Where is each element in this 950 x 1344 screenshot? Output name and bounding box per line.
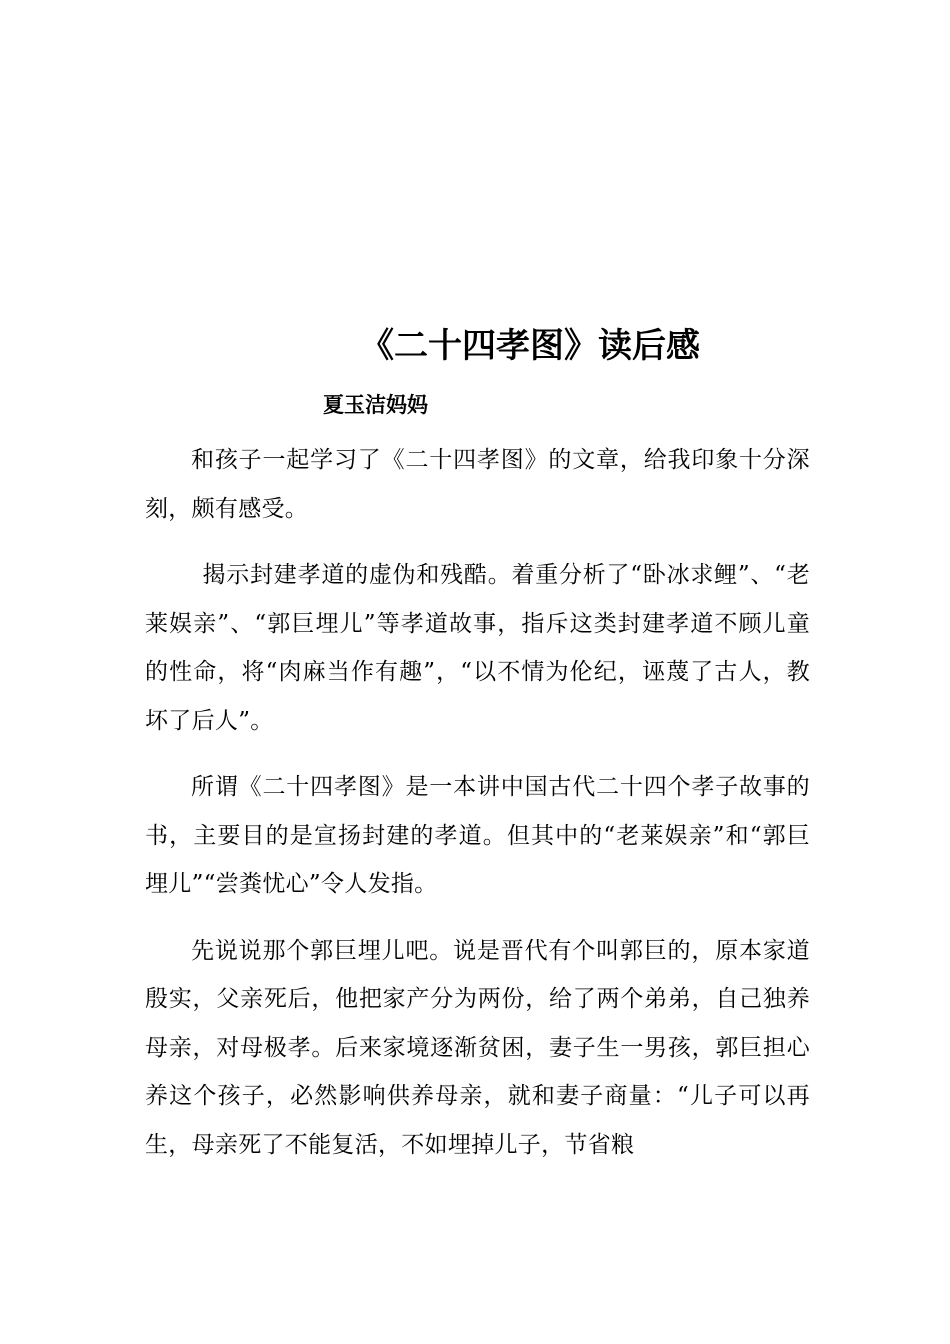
document-author: 夏玉洁妈妈 bbox=[323, 393, 428, 417]
paragraph-2: 揭示封建孝道的虚伪和残酷。着重分析了“卧冰求鲤”、“老莱娱亲”、“郭巨埋儿”等孝道故事，指斥这类封建孝道不顾儿童的性命，将“肉麻当作有趣”，“以不情为伦纪，诬蔑了古人，教坏了后人”。 bbox=[145, 562, 810, 734]
document-title: 《二十四孝图》读后感 bbox=[360, 326, 700, 366]
document-body bbox=[145, 436, 810, 1187]
paragraph-1: 和孩子一起学习了《二十四孝图》的文章，给我印象十分深刻，颇有感受。 bbox=[145, 447, 810, 522]
paragraph-4: 先说说那个郭巨埋儿吧。说是晋代有个叫郭巨的，原本家道殷实，父亲死后，他把家产分为两份，给了两个弟弟，自己独养母亲，对母极孝。后来家境逐渐贫困，妻子生一男孩，郭巨担心养这个孩子，必然影响供养母亲，就和妻子商量：“儿子可以再生，母亲死了不能复活，不如埋掉儿子，节省粮 bbox=[145, 937, 810, 1158]
paragraph-3: 所谓《二十四孝图》是一本讲中国古代二十四个孝子故事的书，主要目的是宣扬封建的孝道。但其中的“老莱娱亲”和“郭巨埋儿”“尝粪忧心”令人发指。 bbox=[145, 774, 810, 897]
